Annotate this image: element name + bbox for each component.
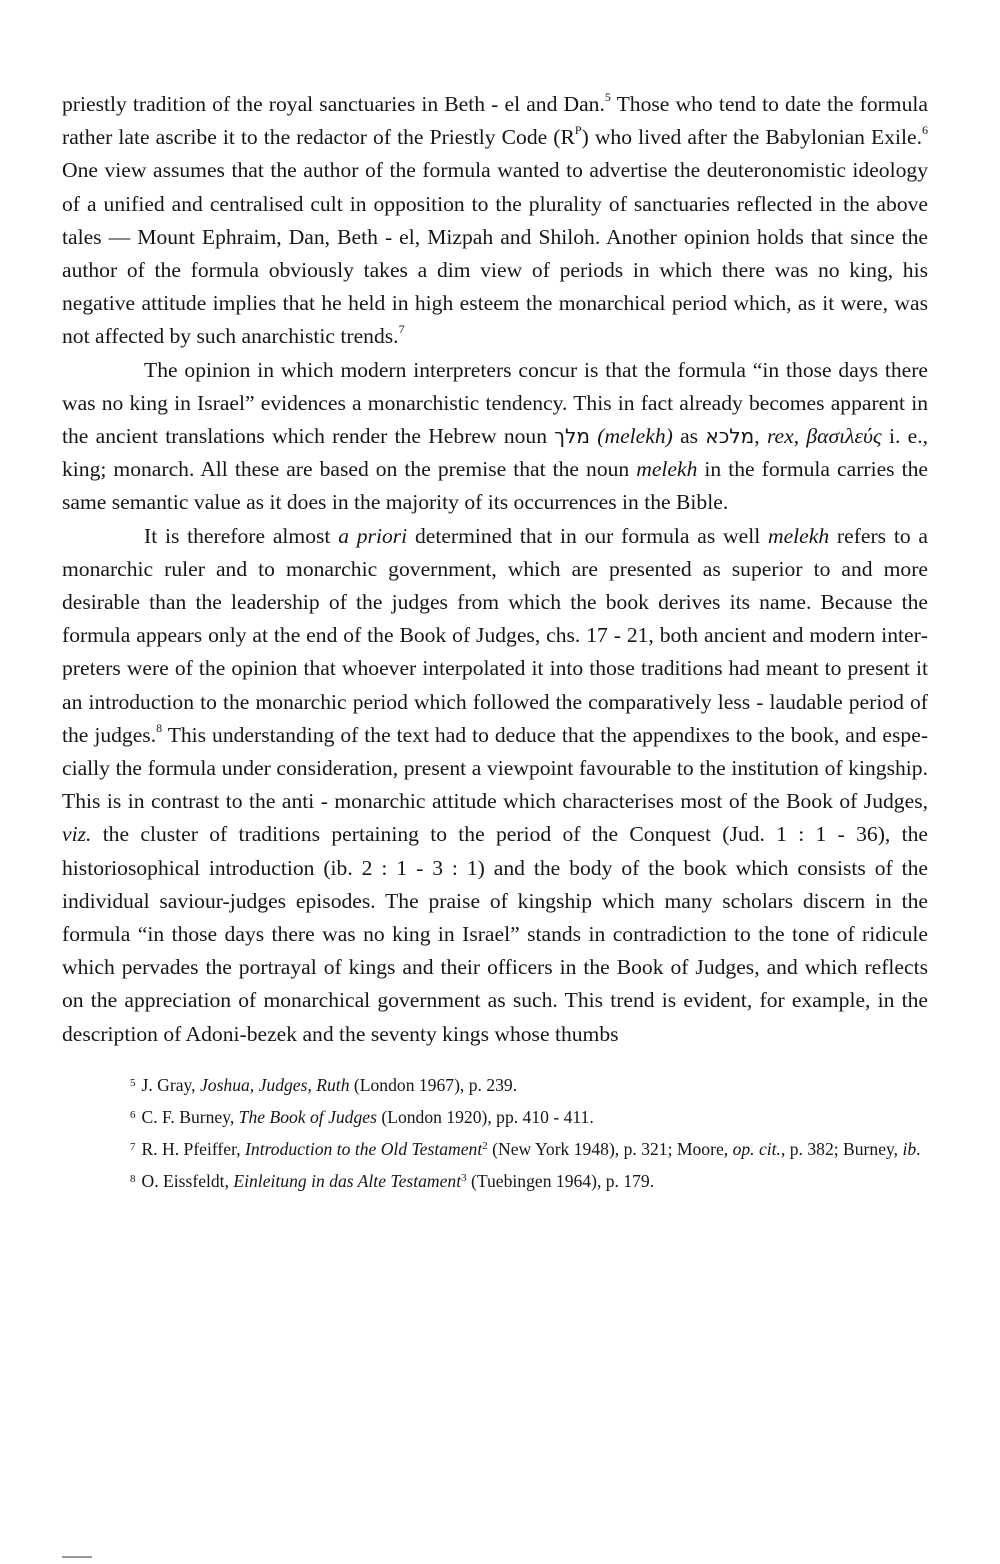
text-run: J. Gray,	[141, 1074, 200, 1095]
paragraph-3	[62, 520, 928, 1051]
footnote-7	[62, 1135, 928, 1167]
body-text	[62, 88, 928, 1051]
text-run: ,	[754, 424, 767, 449]
transliteration: (melekh)	[597, 424, 673, 449]
footnote-8	[62, 1167, 928, 1199]
aramaic-word: מלכא	[705, 424, 755, 449]
text-run: ) who lived after the Babylonian Exile.	[581, 125, 922, 150]
text-run: (London 1967), p. 239.	[349, 1074, 518, 1095]
footnote-6	[62, 1103, 928, 1135]
text-run: .	[916, 1138, 921, 1159]
footnote-5	[62, 1071, 928, 1103]
text-run: C. F. Burney,	[141, 1106, 239, 1127]
text-run: priestly tradition of the royal sanctuaries in Beth - el and Dan.	[62, 92, 605, 116]
text-run: (London 1920), pp. 410 - 411.	[376, 1106, 594, 1127]
text-run: Those who tend to date the formula rather late ascribe it to the redactor of the Priestly Code (R	[62, 92, 928, 150]
footnote-ref-8: 8	[156, 720, 163, 735]
book-title: The Book of Judges	[238, 1106, 377, 1127]
text-run: determined that in our formula as well	[407, 523, 768, 548]
book-title: Joshua, Judges, Ruth	[199, 1074, 350, 1095]
text-run: i. e., king; monarch. All these are based on the premise that the noun	[62, 424, 928, 482]
edition-superscript: 2	[482, 1139, 488, 1152]
italic-term: ib	[902, 1138, 917, 1159]
text-run: the cluster of traditions pertaining to the period of the Conquest (Jud. 1 : 1 - 36), the historiosophical introduction (ib. 2 : 1 - 3 : 1) and the body of the book which consists of the individual saviour-judges episodes. The praise of kingship which many scholars discern in the formula “in those days there was no king in Israel” stands in contradiction to the tone of ridicule which pervades the portrayal of kings and their officers in the Book of Judges, and which reflects on the appreciation of monarchical government as such. This trend is evident, for example, in the description of Adoni-bezek and the seventy kings whose thumbs	[62, 822, 928, 1046]
text-run: It is therefore almost	[144, 523, 339, 548]
text-run: The opinion in which modern interpreters concur is that the formula “in those days there was no king in Israel” evidences a monarchistic tendency. This in fact already becomes apparent in the ancient translations which render the Hebrew noun	[62, 357, 928, 449]
text-run: (New York 1948), p. 321; Moore,	[487, 1138, 733, 1159]
text-run: in the formula carries the same semantic value as it does in the majority of its occurrences in the Bible.	[62, 457, 928, 515]
edition-superscript: 3	[461, 1171, 467, 1184]
text-run: ,	[793, 424, 807, 449]
latin-word: rex	[766, 424, 794, 449]
footnote-number: 6	[130, 1108, 136, 1121]
italic-term: op. cit.	[732, 1138, 781, 1159]
text-run: R. H. Pfeiffer,	[141, 1138, 246, 1159]
hebrew-word: מלך	[554, 424, 590, 449]
text-run: refers to a monarchic ruler and to monarchic government, which are presented as superior to and more desirable than the leadership of the judges from which the book derives its name. Because the formula appears only at the end of the Book of Judges, chs. 17 - 21, both ancient and modern interpreters were of the opinion that whoever interpolated it into those traditions had meant to present it an introduction to the monarchic period which followed the comparatively less - laudable period of the judges.	[62, 523, 928, 747]
footnote-number: 8	[130, 1172, 136, 1185]
page-bottom-mark	[62, 1556, 92, 1564]
italic-term: a priori	[338, 523, 408, 548]
footnote-ref-7: 7	[398, 322, 405, 337]
paragraph-2	[62, 354, 928, 520]
text-run: , p. 382; Burney,	[780, 1138, 903, 1159]
text-run: as	[672, 424, 706, 449]
document-page	[62, 88, 928, 1199]
italic-term: melekh	[636, 457, 698, 482]
italic-term: melekh	[767, 523, 830, 548]
footnote-ref-6: 6	[922, 123, 928, 138]
paragraph-1	[62, 88, 928, 354]
book-title: Einleitung in das Alte Testament	[233, 1170, 462, 1191]
footnote-number: 7	[130, 1140, 136, 1153]
book-title: Introduction to the Old Testament	[245, 1138, 483, 1159]
text-run: (Tuebingen 1964), p. 179.	[466, 1170, 655, 1191]
footnotes	[62, 1071, 928, 1199]
text-run: This understanding of the text had to deduce that the appendixes to the book, and especially the formula under consideration, present a viewpoint favourable to the institution of kingship. This is in contrast to the anti - monarchic attitude which characterises most of the Book of Judges,	[62, 722, 929, 814]
text-run: O. Eissfeldt,	[141, 1170, 234, 1191]
greek-word: βασιλεύς	[806, 424, 882, 449]
italic-term: viz.	[62, 822, 92, 847]
footnote-ref-5: 5	[604, 89, 611, 104]
text-run: One view assumes that the author of the formula wanted to advertise the deuteronomistic ideology of a unified and centralised cult in opposition to the plurality of sanctuaries reflected in the above tales — Mount Ephraim, Dan, Beth - el, Mizpah and Shiloh. Another opinion holds that since the author of the formula obviously takes a dim view of periods in which there was no king, his negative attitude implies that he held in high esteem the monarchical period which, as it were, was not affected by such anarchistic trends.	[62, 158, 928, 349]
superscript-p: P	[574, 123, 582, 138]
footnote-number: 5	[130, 1076, 136, 1089]
